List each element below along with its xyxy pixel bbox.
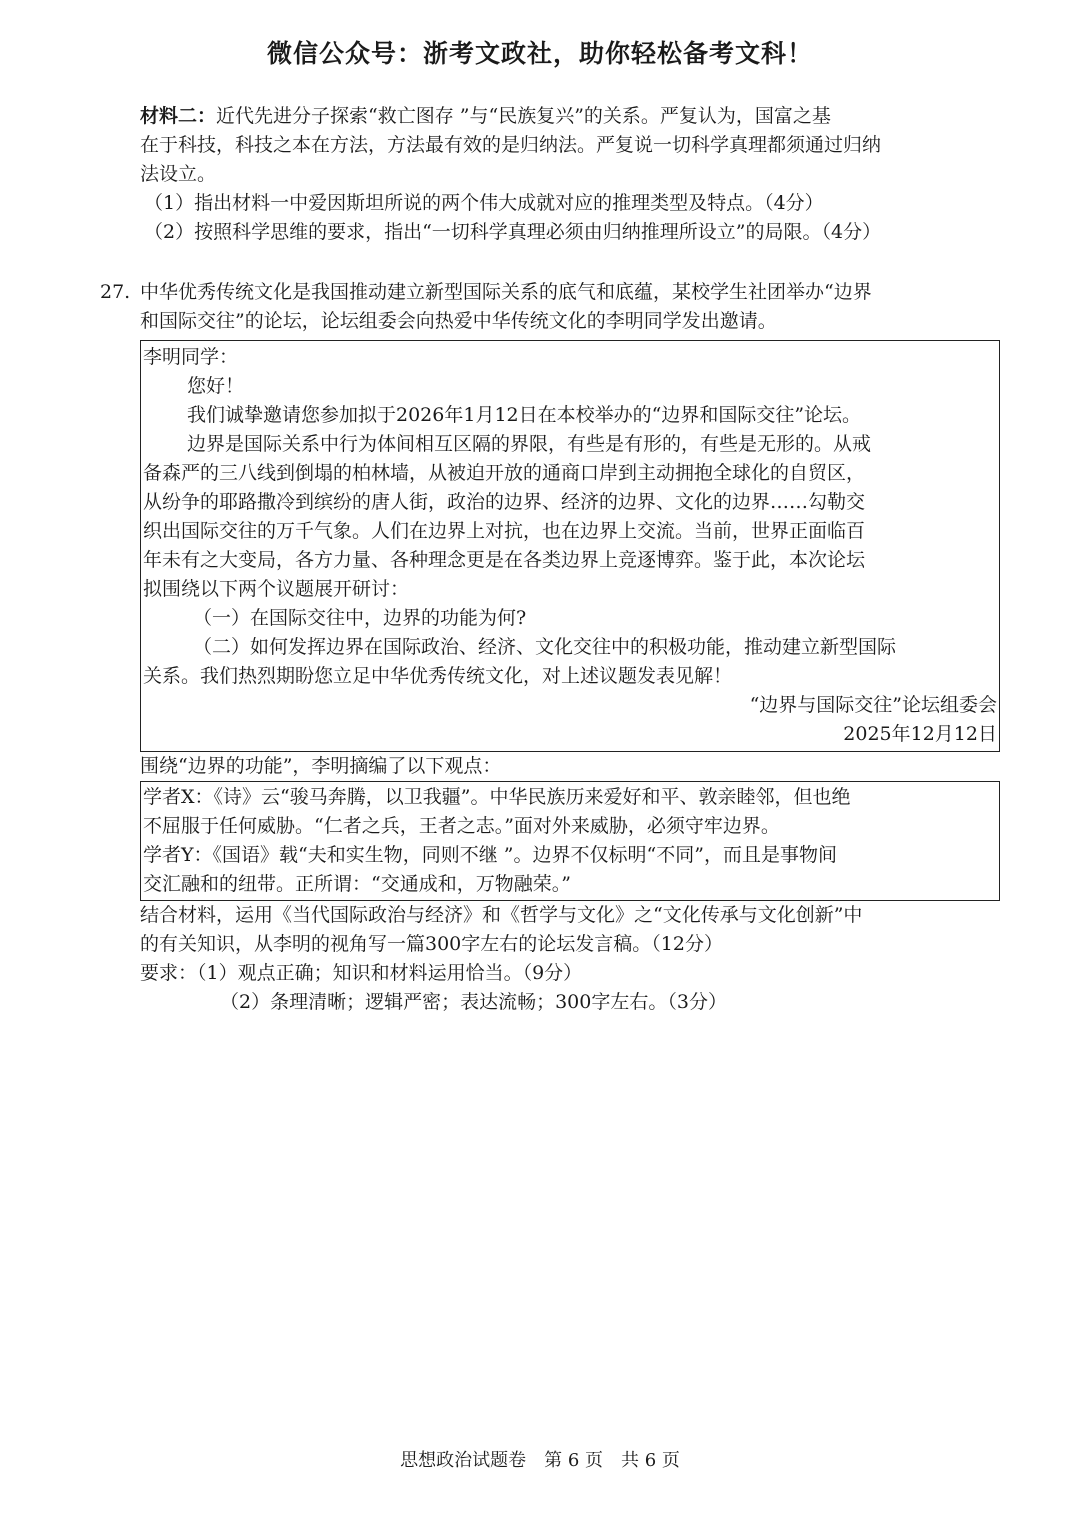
question-intro: 和国际交往”的论坛，论坛组委会向热爱中华传统文化的李明同学发出邀请。 (140, 310, 777, 332)
task-text: 结合材料，运用《当代国际政治与经济》和《哲学与文化》之“文化传承与文化创新”中 (140, 904, 863, 926)
sub-question-2: （2）按照科学思维的要求，指出“一切科学真理必须由归纳推理所设立”的局限。（4分） (144, 221, 882, 243)
scholar-views-box (140, 781, 1000, 901)
sub-question-1: （1）指出材料一中爱因斯坦所说的两个伟大成就对应的推理类型及特点。（4分） (144, 192, 824, 214)
question-27 (100, 278, 1000, 1017)
letter-greeting: 您好！ (187, 375, 245, 397)
scholar-y-view: 学者Y：《国语》载“夫和实生物，同则不继 ”。边界不仅标明“不同”，而且是事物间 (143, 844, 837, 866)
scholar-x-view: 不屈服于任何威胁。“仁者之兵，王者之志。”面对外来威胁，必须守牢边界。 (143, 815, 780, 837)
requirement-1: 要求：（1）观点正确；知识和材料运用恰当。（9分） (140, 962, 583, 984)
letter-line: 关系。我们热烈期盼您立足中华优秀传统文化，对上述议题发表见解！ (143, 665, 733, 687)
invitation-letter-box (140, 340, 1000, 752)
material-two-label: 材料二： (140, 105, 217, 127)
question-intro: 中华优秀传统文化是我国推动建立新型国际关系的底气和底蕴，某校学生社团举办“边界 (140, 281, 872, 303)
page-footer: 思想政治试题卷 第 6 页 共 6 页 (400, 1450, 680, 1471)
letter-date: 2025年12月12日 (843, 723, 997, 745)
requirement-2: （2）条理清晰；逻辑严密；表达流畅；300字左右。（3分） (220, 991, 727, 1013)
task-text: 的有关知识，从李明的视角写一篇300字左右的论坛发言稿。（12分） (140, 933, 723, 955)
letter-signature: “边界与国际交往”论坛组委会 (749, 694, 997, 716)
letter-topic-2: （二）如何发挥边界在国际政治、经济、文化交往中的积极功能，推动建立新型国际 (193, 636, 897, 658)
letter-line: 从纷争的耶路撒冷到缤纷的唐人街，政治的边界、经济的边界、文化的边界……勾勒交 (143, 491, 866, 513)
excerpt-intro: 围绕“边界的功能”，李明摘编了以下观点： (140, 755, 502, 777)
letter-line: 拟围绕以下两个议题展开研讨： (143, 578, 410, 600)
letter-line: 织出国际交往的万千气象。人们在边界上对抗，也在边界上交流。当前，世界正面临百 (143, 520, 866, 542)
letter-topic-1: （一）在国际交往中，边界的功能为何? (193, 607, 527, 629)
letter-paragraph: 我们诚挚邀请您参加拟于2026年1月12日在本校举办的“边界和国际交往”论坛。 (187, 404, 862, 426)
material-two-line: 法设立。 (140, 163, 217, 185)
material-two-line (140, 102, 1000, 131)
scholar-x-view: 学者X：《诗》云“骏马奔腾，以卫我疆”。中华民族历来爱好和平、敦亲睦邻，但也绝 (143, 786, 851, 808)
letter-paragraph: 边界是国际关系中行为体间相互区隔的界限，有些是有形的，有些是无形的。从戒 (187, 433, 872, 455)
letter-salutation: 李明同学： (143, 346, 239, 368)
question-number: 27. (100, 281, 131, 303)
letter-line: 年未有之大变局，各方力量、各种理念更是在各类边界上竞逐博弈。鉴于此，本次论坛 (143, 549, 866, 571)
material-two-line: 在于科技，科技之本在方法，方法最有效的是归纳法。严复说一切科学真理都须通过归纳 (140, 134, 882, 156)
material-two (140, 102, 1000, 247)
watermark-header: 微信公众号：浙考文政社，助你轻松备考文科！ (266, 39, 813, 68)
letter-line: 备森严的三八线到倒塌的柏林墙，从被迫开放的通商口岸到主动拥抱全球化的自贸区， (143, 462, 866, 484)
scholar-y-view: 交汇融和的纽带。正所谓：“交通成和，万物融荣。” (143, 873, 571, 895)
material-two-text: 近代先进分子探索“救亡图存 ”与“民族复兴”的关系。严复认为，国富之基 (216, 105, 831, 127)
